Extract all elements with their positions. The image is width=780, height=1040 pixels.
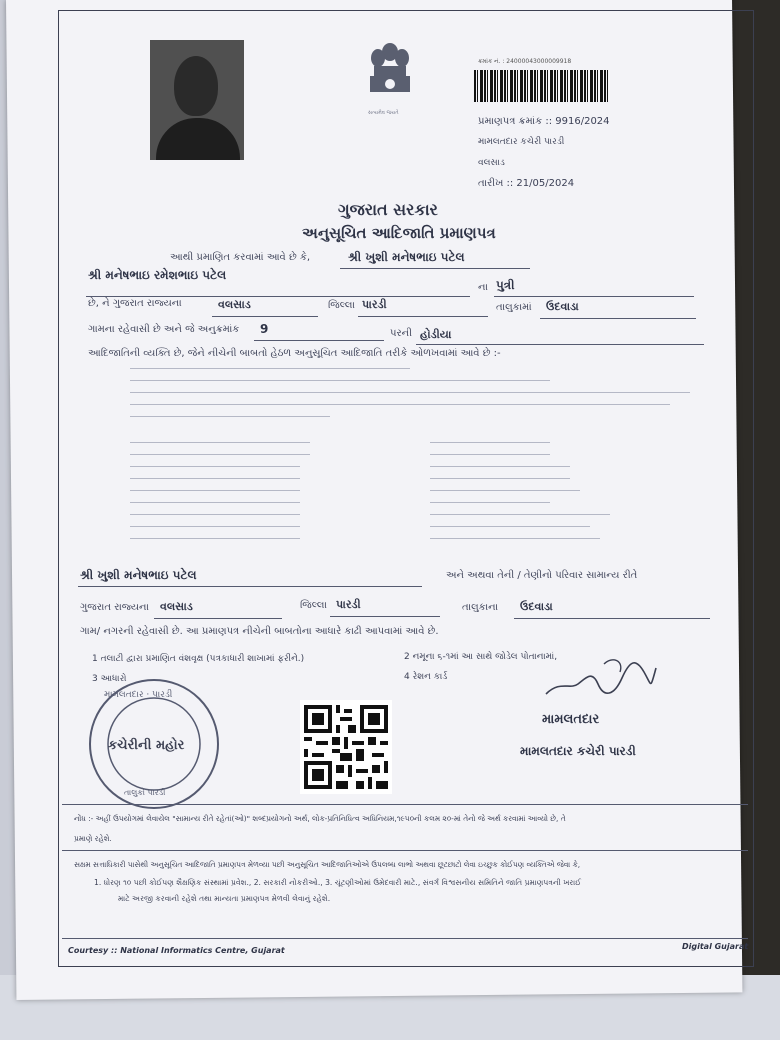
tribe-value: હોડીયા — [420, 328, 452, 341]
relation-value: પુત્રી — [496, 278, 515, 292]
certificate-title: અનુસૂચિત આદિજાતિ પ્રમાણપત્ર — [302, 224, 496, 242]
barcode — [474, 70, 610, 102]
father-name: શ્રી મનેષભાઇ રમેશભાઇ પટેલ — [88, 268, 227, 282]
family-line: અને અથવા તેની / તેણીનો પરિવાર સામાન્ય રીતે — [446, 570, 638, 581]
certify-line: આથી પ્રમાણિત કરવામાં આવે છે કે, — [170, 252, 311, 263]
tribe-line: આદિજાતિની વ્યક્તિ છે, જેને નીચેની બાબતો હેઠળ અનુસૂચિત આદિજાતિ તરીકે ઓળખવામાં આવે છે :- — [88, 348, 501, 359]
signatory-office: મામલતદાર કચેરી પારડી — [520, 744, 636, 758]
barcode-number: ક્રમાંક નં. : 24000043000009918 — [478, 58, 572, 65]
state-label-2: ગુજરાત રાજ્યના — [80, 602, 149, 613]
taluka-value-2: પારડી — [336, 598, 361, 611]
village-line: ગામના રહેવાસી છે અને જે અનુક્રમાંક — [88, 324, 240, 335]
footer-brand: Digital Gujarat — [682, 942, 749, 951]
issuing-office: મામલતદાર કચેરી પારડી — [478, 137, 565, 147]
residence-line: ગામ/ નગરની રહેવાસી છે. આ પ્રમાણપત્ર નીચેની બાબતોના આધારે કાઢી આપવામાં આવે છે. — [80, 626, 439, 637]
footer-courtesy: Courtesy :: National Informatics Centre, Gujarat — [68, 946, 285, 955]
certificate-number: પ્રમાણપત્ર ક્રમાંક :: 9916/2024 — [478, 116, 610, 127]
signatory-title: મામલતદાર — [542, 712, 600, 727]
basis-item-4: 4 રેશન કાર્ડ — [404, 672, 448, 682]
government-title: ગુજરાત સરકાર — [338, 200, 438, 219]
seal-outer-text: મામલતદાર · પારડી — [104, 690, 173, 700]
seal-center-text: કચેરીની મહોર — [108, 738, 185, 753]
taluka-label: તાલુકામાં — [496, 302, 532, 313]
district-label: જિલ્લા — [328, 300, 355, 311]
seal-bottom-text: તાલુકો પારડી — [124, 788, 166, 797]
signature-mark — [540, 650, 660, 710]
emblem-caption: સત્યમેવ જયતે — [368, 110, 399, 116]
serial-number: 9 — [260, 322, 269, 336]
taluka-value: પારડી — [362, 298, 387, 311]
district-value-2: વલસાડ — [160, 600, 193, 613]
note-2: સક્ષમ સત્તાધિકારી પાસેથી અનુસૂચિત આદિજાતિ પ્રમાણપત્ર મેળવ્યા પછી અનુસૂચિત આદિજાતિઓએ ઉપલબ્ધ લાભો અથવા છૂટછાટો લેવા ઇચ્છુક કોઈપણ વ્યક્તિએ જેવા કે, — [74, 860, 581, 869]
note-3: 1. ધોરણ ૧૦ પછી કોઈપણ શૈક્ષણિક સંસ્થામાં પ્રવેશ., 2. સરકારી નોકરીઓ., 3. ચૂંટણીઓમાં ઉમેદવારી માટે., સંવર્ગ વિશ્વસનીય સમિતિને જાતિ પ્રમાણપત્રની ખરાઈ — [94, 878, 582, 887]
district-label-2: જિલ્લા — [300, 600, 327, 611]
issue-date: તારીખ :: 21/05/2024 — [478, 178, 575, 189]
taluka-label-2: તાલુકાના — [462, 602, 499, 613]
issuing-place: વલસાડ — [478, 158, 505, 168]
basis-item-1: 1 તલાટી દ્વારા પ્રમાણિત વંશવૃક્ષ (પત્રકાધારી શાખામાં ફરીને.) — [92, 654, 305, 664]
qr-code — [300, 700, 392, 794]
relation-label: ના — [478, 282, 488, 293]
national-emblem-icon — [360, 38, 420, 118]
village-value: ઉદવાડા — [546, 300, 579, 313]
applicant-name-repeat: શ્રી ખુશી મનેષભાઇ પટેલ — [80, 568, 197, 582]
note-4: માટે અરજી કરવાની રહેશે તથા માન્યતા પ્રમાણપત્ર મેળવી લેવાનું રહેશે. — [118, 894, 331, 903]
village-value-2: ઉદવાડા — [520, 600, 553, 613]
district-value: વલસાડ — [218, 298, 251, 311]
applicant-name: શ્રી ખુશી મનેષભાઇ પટેલ — [348, 250, 465, 264]
basis-item-2: 2 નમૂના ૬-૧માં આ સાથે જોડેલ પોતાનામાં, — [404, 652, 558, 662]
note-1: નોંધ :- અહીં ઉપયોગમાં લેવાયેલ "સામાન્ય રીતે રહેતાં(ઓ)" શબ્દપ્રયોગનો અર્થ, લોક-પ્રતિનિધિત્વ અધિનિયમ,૧૯૫૦ની કલમ ૨૦-માં તેનો જે અર્થ કરવામાં આવ્યો છે, તે — [74, 814, 566, 823]
applicant-photo — [150, 40, 244, 160]
note-1b: પ્રમાણે રહેશે. — [74, 834, 112, 843]
state-label: છે, ને ગુજરાત રાજ્યના — [88, 298, 182, 309]
tribe-label: પરની — [390, 328, 412, 339]
basis-item-3: 3 આધારો — [92, 674, 127, 684]
